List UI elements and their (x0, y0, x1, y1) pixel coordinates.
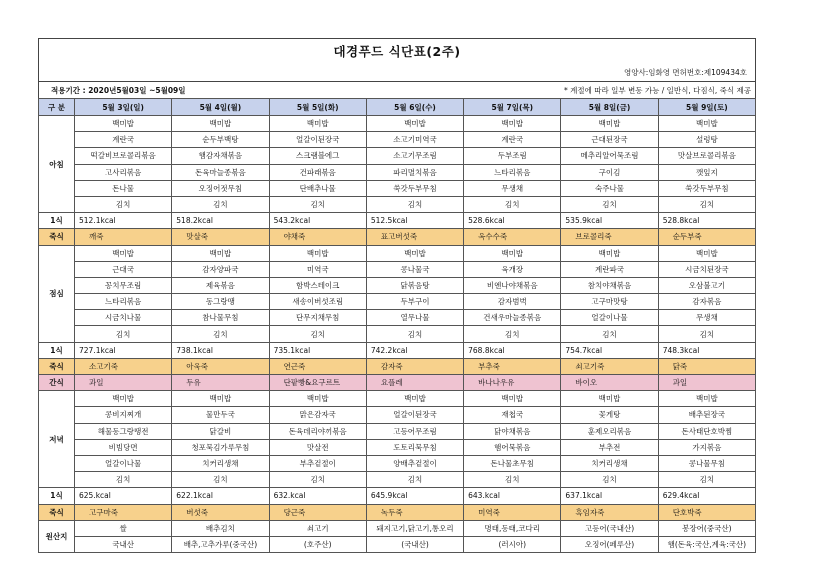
menu-note: * 계절에 따라 일부 변동 가능 / 일반식, 다짐식, 죽식 제공 (563, 85, 751, 95)
origin-row-2 (39, 536, 756, 552)
menu-item: 비엔나야채볶음 (464, 277, 561, 293)
menu-item: 열무나물 (366, 310, 463, 326)
menu-item: 꽃게탕 (561, 407, 658, 423)
porridge-item: 단호박죽 (658, 504, 755, 520)
menu-item: 제육볶음 (172, 277, 269, 293)
menu-item: 육개장 (464, 261, 561, 277)
menu-item: 백미밥 (366, 391, 463, 407)
breakfast-menu-row (39, 148, 756, 164)
porridge-item: 감자죽 (366, 358, 463, 374)
header-label: 구 분 (39, 99, 75, 116)
porridge-item: 순두부죽 (658, 229, 755, 245)
menu-item: 함박스테이크 (269, 277, 366, 293)
menu-item: 콩나물국 (366, 261, 463, 277)
menu-item: 돈나물초무침 (464, 455, 561, 471)
menu-item: 근대국 (75, 261, 172, 277)
menu-item: 맛살전 (269, 439, 366, 455)
menu-item: 김치 (366, 196, 463, 212)
menu-item: 얼갈이나물 (561, 310, 658, 326)
menu-item: 백미밥 (172, 245, 269, 261)
menu-item: 김치 (658, 326, 755, 342)
origin-row-1 (39, 520, 756, 536)
kcal-value: 512.5kcal (366, 213, 463, 229)
breakfast-menu-row (39, 132, 756, 148)
porridge-item: 쇠고기죽 (561, 358, 658, 374)
lunch-porridge-row (39, 358, 756, 374)
kcal-value: 528.6kcal (464, 213, 561, 229)
menu-item: 소고기미역국 (366, 132, 463, 148)
snack-label: 간식 (39, 375, 75, 391)
menu-item: 소고기무조림 (366, 148, 463, 164)
snack-item: 단팥빵&요구르트 (269, 375, 366, 391)
menu-item: 단무지채무침 (269, 310, 366, 326)
kcal-value: 748.3kcal (658, 342, 755, 358)
kcal-value: 637.1kcal (561, 488, 658, 504)
porridge-item: 고구마죽 (75, 504, 172, 520)
menu-item: 햄어묵볶음 (464, 439, 561, 455)
menu-item: 두부구이 (366, 294, 463, 310)
menu-item: 김치 (75, 472, 172, 488)
porridge-item: 당근죽 (269, 504, 366, 520)
menu-item: 해물동그랑땡전 (75, 423, 172, 439)
menu-item: 백미밥 (561, 116, 658, 132)
menu-item: 치커리생채 (172, 455, 269, 471)
origin-country: 햄(돈육:국산,계육:국산) (658, 536, 755, 552)
menu-item: 얼갈이나물 (75, 455, 172, 471)
menu-item: 배추된장국 (658, 407, 755, 423)
menu-item: 고사리볶음 (75, 164, 172, 180)
kcal-value: 543.2kcal (269, 213, 366, 229)
menu-item: 백미밥 (172, 391, 269, 407)
menu-item: 감자양파국 (172, 261, 269, 277)
menu-item: 근대된장국 (561, 132, 658, 148)
kcal-value: 535.9kcal (561, 213, 658, 229)
origin-item: 쇠고기 (269, 520, 366, 536)
menu-item: 백미밥 (464, 245, 561, 261)
breakfast-menu-row (39, 164, 756, 180)
day-header: 5월 5일(화) (269, 99, 366, 116)
menu-item: 건새우마늘종볶음 (464, 310, 561, 326)
menu-item: 백미밥 (269, 391, 366, 407)
breakfast-menu-row (39, 180, 756, 196)
menu-item: 백미밥 (75, 116, 172, 132)
menu-item: 김치 (561, 326, 658, 342)
menu-item: 고등어무조림 (366, 423, 463, 439)
menu-item: 고구마맛탕 (561, 294, 658, 310)
origin-country: (러시아) (464, 536, 561, 552)
porridge-item: 버섯죽 (172, 504, 269, 520)
dinner-menu-row (39, 455, 756, 471)
day-header: 5월 9일(토) (658, 99, 755, 116)
menu-item: 청포묵김가루무침 (172, 439, 269, 455)
menu-item: 부추전 (561, 439, 658, 455)
menu-item: 꽁치무조림 (75, 277, 172, 293)
breakfast-menu-row (39, 116, 756, 132)
menu-item: 돈육마늘종볶음 (172, 164, 269, 180)
menu-item: 참나물무침 (172, 310, 269, 326)
day-header: 5월 8일(금) (561, 99, 658, 116)
menu-item: 콩비지찌개 (75, 407, 172, 423)
menu-item: 미역국 (269, 261, 366, 277)
origin-item: 고등어(국내산) (561, 520, 658, 536)
porridge-item: 부추죽 (464, 358, 561, 374)
porridge-item: 깨죽 (75, 229, 172, 245)
origin-item: 명태,동태,코다리 (464, 520, 561, 536)
menu-item: 김치 (658, 196, 755, 212)
lunch-menu-row (39, 326, 756, 342)
menu-item: 계란파국 (561, 261, 658, 277)
lunch-menu-row (39, 294, 756, 310)
menu-item: 돈나물 (75, 180, 172, 196)
menu-item: 오삼불고기 (658, 277, 755, 293)
menu-item: 재첩국 (464, 407, 561, 423)
menu-item: 백미밥 (366, 245, 463, 261)
porridge-item: 연근죽 (269, 358, 366, 374)
menu-item: 돈육데리야끼볶음 (269, 423, 366, 439)
day-header: 5월 7일(목) (464, 99, 561, 116)
menu-item: 김치 (269, 326, 366, 342)
menu-item: 비빔당면 (75, 439, 172, 455)
snack-item: 두유 (172, 375, 269, 391)
snack-item: 요플레 (366, 375, 463, 391)
day-header: 5월 4일(월) (172, 99, 269, 116)
kcal-value: 727.1kcal (75, 342, 172, 358)
menu-item: 설렁탕 (658, 132, 755, 148)
menu-item: 백미밥 (269, 116, 366, 132)
menu-item: 김치 (75, 326, 172, 342)
kcal-label: 1식 (39, 342, 75, 358)
menu-item: 쑥갓두부무침 (658, 180, 755, 196)
lunch-menu-row (39, 245, 756, 261)
menu-item: 스크램블에그 (269, 148, 366, 164)
menu-item: 느타리볶음 (464, 164, 561, 180)
breakfast-menu-row (39, 196, 756, 212)
origin-item: 쌀 (75, 520, 172, 536)
menu-item: 백미밥 (658, 391, 755, 407)
menu-item: 느타리볶음 (75, 294, 172, 310)
menu-item: 참치야채볶음 (561, 277, 658, 293)
kcal-value: 645.9kcal (366, 488, 463, 504)
menu-item: 오징어젓무침 (172, 180, 269, 196)
snack-item: 과일 (658, 375, 755, 391)
kcal-value: 629.4kcal (658, 488, 755, 504)
menu-item: 깻잎지 (658, 164, 755, 180)
snack-item: 과일 (75, 375, 172, 391)
menu-item: 닭야채볶음 (464, 423, 561, 439)
origin-item: 배추김치 (172, 520, 269, 536)
menu-item: 백미밥 (366, 116, 463, 132)
menu-item: 새송이버섯조림 (269, 294, 366, 310)
menu-item: 김치 (561, 196, 658, 212)
menu-item: 두부조림 (464, 148, 561, 164)
day-header: 5월 3일(일) (75, 99, 172, 116)
snack-item: 바이오 (561, 375, 658, 391)
porridge-label: 죽식 (39, 504, 75, 520)
menu-item: 김치 (75, 196, 172, 212)
menu-item: 감자범벅 (464, 294, 561, 310)
menu-item: 훈제오리볶음 (561, 423, 658, 439)
menu-item: 김치 (658, 472, 755, 488)
porridge-item: 미역죽 (464, 504, 561, 520)
porridge-label: 죽식 (39, 229, 75, 245)
menu-item: 김치 (464, 326, 561, 342)
menu-item: 콩나물무침 (658, 455, 755, 471)
origin-country: 국내산 (75, 536, 172, 552)
menu-item: 백미밥 (75, 245, 172, 261)
dinner-menu-row (39, 423, 756, 439)
menu-item: 메추리알어묵조림 (561, 148, 658, 164)
menu-item: 무생채 (658, 310, 755, 326)
menu-item: 김치 (269, 196, 366, 212)
menu-item: 김치 (172, 196, 269, 212)
menu-item: 순두부백탕 (172, 132, 269, 148)
porridge-item: 브로콜리죽 (561, 229, 658, 245)
header-row (39, 99, 756, 116)
menu-item: 백미밥 (269, 245, 366, 261)
origin-country: 오징어(페루산) (561, 536, 658, 552)
menu-item: 백미밥 (75, 391, 172, 407)
origin-item: 봉장어(중국산) (658, 520, 755, 536)
lunch-menu-row (39, 310, 756, 326)
porridge-item: 닭죽 (658, 358, 755, 374)
menu-item: 김치 (366, 472, 463, 488)
menu-item: 김치 (269, 472, 366, 488)
day-header: 5월 6일(수) (366, 99, 463, 116)
origin-country: (호주산) (269, 536, 366, 552)
menu-item: 쑥갓두부무침 (366, 180, 463, 196)
menu-sheet (38, 38, 756, 553)
origin-item: 돼지고기,닭고기,통오리 (366, 520, 463, 536)
menu-item: 백미밥 (658, 116, 755, 132)
kcal-label: 1식 (39, 213, 75, 229)
kcal-value: 625.kcal (75, 488, 172, 504)
menu-item: 숙주나물 (561, 180, 658, 196)
breakfast-label: 아침 (39, 116, 75, 213)
porridge-item: 소고기죽 (75, 358, 172, 374)
breakfast-porridge-row (39, 229, 756, 245)
menu-item: 맛살브로콜리볶음 (658, 148, 755, 164)
menu-item: 햄감자채볶음 (172, 148, 269, 164)
dinner-menu-row (39, 439, 756, 455)
dinner-kcal-row (39, 488, 756, 504)
menu-item: 구이김 (561, 164, 658, 180)
snack-row (39, 375, 756, 391)
menu-item: 백미밥 (464, 391, 561, 407)
origin-country: (국내산) (366, 536, 463, 552)
menu-item: 떡갈비브로콜리볶음 (75, 148, 172, 164)
menu-item: 백미밥 (172, 116, 269, 132)
menu-item: 백미밥 (561, 391, 658, 407)
menu-item: 동그랑땡 (172, 294, 269, 310)
kcal-value: 528.8kcal (658, 213, 755, 229)
menu-item: 김치 (561, 472, 658, 488)
document-title: 대경푸드 식단표(2주) (38, 38, 756, 63)
menu-item: 맑은감자국 (269, 407, 366, 423)
dinner-menu-row (39, 472, 756, 488)
kcal-value: 742.2kcal (366, 342, 463, 358)
porridge-item: 맛살죽 (172, 229, 269, 245)
menu-item: 단배추나물 (269, 180, 366, 196)
menu-item: 김치 (464, 472, 561, 488)
origin-label: 원산지 (39, 520, 75, 552)
porridge-item: 옥수수죽 (464, 229, 561, 245)
kcal-value: 643.kcal (464, 488, 561, 504)
menu-item: 감자볶음 (658, 294, 755, 310)
menu-item: 계란국 (75, 132, 172, 148)
menu-item: 백미밥 (658, 245, 755, 261)
porridge-label: 죽식 (39, 358, 75, 374)
lunch-menu-row (39, 261, 756, 277)
dinner-menu-row (39, 407, 756, 423)
menu-item: 가지볶음 (658, 439, 755, 455)
menu-item: 얼갈이된장국 (269, 132, 366, 148)
porridge-item: 야채죽 (269, 229, 366, 245)
menu-item: 도토리묵무침 (366, 439, 463, 455)
breakfast-kcal-row (39, 213, 756, 229)
dinner-label: 저녁 (39, 391, 75, 488)
snack-item: 바나나우유 (464, 375, 561, 391)
porridge-item: 흑임자죽 (561, 504, 658, 520)
kcal-value: 738.1kcal (172, 342, 269, 358)
kcal-value: 512.1kcal (75, 213, 172, 229)
kcal-value: 518.2kcal (172, 213, 269, 229)
kcal-value: 622.1kcal (172, 488, 269, 504)
menu-item: 양배추겉절이 (366, 455, 463, 471)
kcal-label: 1식 (39, 488, 75, 504)
lunch-label: 점심 (39, 245, 75, 342)
period-row (38, 81, 756, 98)
menu-item: 닭볶음탕 (366, 277, 463, 293)
menu-item: 돈사태단호박찜 (658, 423, 755, 439)
menu-item: 김치 (172, 472, 269, 488)
menu-table (38, 98, 756, 553)
menu-item: 시금치된장국 (658, 261, 755, 277)
menu-item: 얼갈이된장국 (366, 407, 463, 423)
menu-item: 물만두국 (172, 407, 269, 423)
dinner-porridge-row (39, 504, 756, 520)
apply-period: 적용기간 : 2020년5월03일 ~5월09일 (51, 85, 186, 95)
menu-item: 부추겉절이 (269, 455, 366, 471)
menu-item: 건파래볶음 (269, 164, 366, 180)
porridge-item: 녹두죽 (366, 504, 463, 520)
kcal-value: 735.1kcal (269, 342, 366, 358)
dinner-menu-row (39, 391, 756, 407)
kcal-value: 768.8kcal (464, 342, 561, 358)
menu-item: 김치 (172, 326, 269, 342)
kcal-value: 754.7kcal (561, 342, 658, 358)
menu-item: 닭갈비 (172, 423, 269, 439)
origin-country: 배추,고추가루(중국산) (172, 536, 269, 552)
porridge-item: 표고버섯죽 (366, 229, 463, 245)
porridge-item: 아욱죽 (172, 358, 269, 374)
menu-item: 시금치나물 (75, 310, 172, 326)
menu-item: 김치 (366, 326, 463, 342)
dietitian-info: 영양사:임화영 면허번호:제109434호 (38, 63, 756, 81)
menu-item: 김치 (464, 196, 561, 212)
lunch-kcal-row (39, 342, 756, 358)
lunch-menu-row (39, 277, 756, 293)
menu-item: 백미밥 (561, 245, 658, 261)
menu-item: 무생채 (464, 180, 561, 196)
menu-item: 백미밥 (464, 116, 561, 132)
menu-item: 계란국 (464, 132, 561, 148)
kcal-value: 632.kcal (269, 488, 366, 504)
menu-item: 치커리생채 (561, 455, 658, 471)
menu-item: 파리멸치볶음 (366, 164, 463, 180)
